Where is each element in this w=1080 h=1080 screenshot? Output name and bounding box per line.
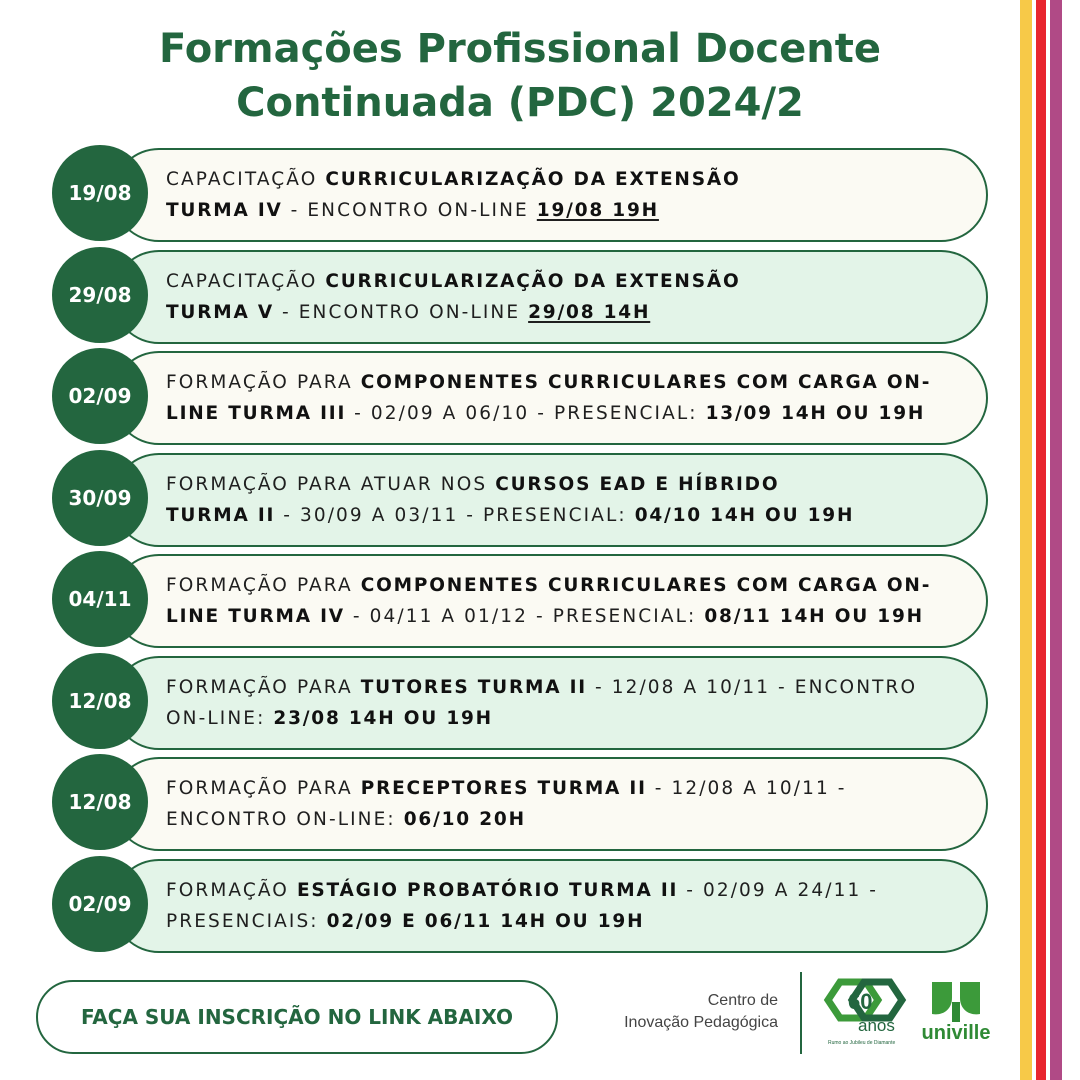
item-text: FORMAÇÃO PARA	[166, 372, 361, 393]
item-line	[166, 601, 931, 632]
list-item	[52, 656, 992, 752]
cip-label	[596, 990, 778, 1034]
item-text: CAPACITAÇÃO	[166, 169, 326, 190]
item-description	[166, 266, 740, 328]
item-text-bold: TURMA V	[166, 302, 274, 323]
logo60-subtitle: Rumo ao Jubileu de Diamante	[828, 1040, 896, 1046]
item-text-bold: COMPONENTES CURRICULARES COM CARGA ON-	[360, 575, 932, 596]
item-description	[166, 164, 740, 226]
item-text: FORMAÇÃO PARA	[166, 677, 361, 698]
item-datetime-underlined	[537, 200, 659, 221]
title-line-1: Formações Profissional Docente	[159, 26, 881, 72]
item-text: ON-LINE:	[166, 708, 274, 729]
item-line	[166, 164, 740, 195]
item-text: - 02/09 A 06/10 - PRESENCIAL:	[346, 403, 706, 424]
item-datetime-underlined	[528, 302, 650, 323]
item-description	[166, 367, 931, 429]
logo60-anos-text: anos	[858, 1016, 895, 1035]
item-text: - 02/09 A 24/11 -	[678, 880, 879, 901]
item-line	[166, 500, 854, 531]
item-card	[112, 656, 988, 750]
item-line	[166, 672, 917, 703]
item-text-bold: COMPONENTES CURRICULARES COM CARGA ON-	[360, 372, 932, 393]
item-card	[112, 757, 988, 851]
item-text-bold: ESTÁGIO PROBATÓRIO TURMA II	[296, 880, 679, 901]
item-line	[166, 773, 847, 804]
red-stripe	[1036, 0, 1046, 1080]
item-text: - ENCONTRO ON-LINE	[273, 302, 529, 323]
item-line	[166, 297, 740, 328]
univille-leaf-icon	[930, 978, 982, 1024]
item-card	[112, 351, 988, 445]
item-text-bold: 04/10 14H OU 19H	[634, 505, 855, 526]
item-text-bold: 06/10 20H	[403, 809, 526, 830]
item-text-bold: 29/08 14H	[528, 302, 651, 323]
item-line	[166, 469, 854, 500]
date-badge: 30/09	[52, 450, 148, 546]
footer-divider	[800, 972, 802, 1054]
date-badge: 12/08	[52, 754, 148, 850]
list-item	[52, 757, 992, 853]
item-text: FORMAÇÃO PARA ATUAR NOS	[166, 474, 496, 495]
item-description	[166, 672, 917, 734]
item-description	[166, 875, 878, 937]
item-line	[166, 266, 740, 297]
item-text: FORMAÇÃO PARA	[166, 778, 361, 799]
list-item	[52, 351, 992, 447]
item-text: - 12/08 A 10/11 - ENCONTRO	[586, 677, 918, 698]
item-card	[112, 453, 988, 547]
item-text: PRESENCIAIS:	[166, 911, 327, 932]
date-badge: 02/09	[52, 856, 148, 952]
list-item	[52, 250, 992, 346]
univille-logo-text: univille	[921, 1022, 991, 1044]
item-line	[166, 875, 878, 906]
item-text-bold: 02/09 E 06/11 14H OU 19H	[326, 911, 645, 932]
date-badge: 12/08	[52, 653, 148, 749]
list-item	[52, 148, 992, 244]
item-card	[112, 250, 988, 344]
cip-line-2: Inovação Pedagógica	[624, 1014, 778, 1031]
purple-stripe	[1050, 0, 1062, 1080]
item-line	[166, 195, 740, 226]
item-line	[166, 906, 878, 937]
date-badge: 02/09	[52, 348, 148, 444]
item-text: CAPACITAÇÃO	[166, 271, 326, 292]
item-text: FORMAÇÃO PARA	[166, 575, 361, 596]
list-item	[52, 453, 992, 549]
item-line	[166, 367, 931, 398]
date-badge: 19/08	[52, 145, 148, 241]
date-badge: 29/08	[52, 247, 148, 343]
list-item	[52, 554, 992, 650]
item-text-bold: TURMA IV	[166, 200, 283, 221]
item-line	[166, 398, 931, 429]
cip-line-1: Centro de	[707, 992, 778, 1009]
item-text-bold: LINE TURMA III	[166, 403, 347, 424]
item-text-bold: TURMA II	[166, 505, 276, 526]
item-line	[166, 703, 917, 734]
item-text: - ENCONTRO ON-LINE	[282, 200, 537, 221]
item-text: ENCONTRO ON-LINE:	[166, 809, 404, 830]
item-description	[166, 570, 931, 632]
item-text-bold: CURRICULARIZAÇÃO DA EXTENSÃO	[325, 271, 741, 292]
yellow-stripe	[1020, 0, 1032, 1080]
date-badge: 04/11	[52, 551, 148, 647]
item-description	[166, 773, 847, 835]
item-text: FORMAÇÃO	[166, 880, 297, 901]
signup-cta-button[interactable]: FAÇA SUA INSCRIÇÃO NO LINK ABAIXO	[36, 980, 558, 1054]
item-line	[166, 804, 847, 835]
item-text-bold: TUTORES TURMA II	[360, 677, 587, 698]
item-line	[166, 570, 931, 601]
decorative-stripes	[1020, 0, 1080, 1080]
item-card	[112, 554, 988, 648]
item-text: - 12/08 A 10/11 -	[646, 778, 847, 799]
item-text-bold: 13/09 14H OU 19H	[705, 403, 926, 424]
item-text-bold: CURRICULARIZAÇÃO DA EXTENSÃO	[325, 169, 741, 190]
page-title	[60, 22, 980, 130]
item-text-bold: 23/08 14H OU 19H	[273, 708, 493, 729]
item-text-bold: LINE TURMA IV	[166, 606, 345, 627]
title-line-2: Continuada (PDC) 2024/2	[236, 80, 804, 126]
item-card	[112, 148, 988, 242]
list-item	[52, 859, 992, 955]
item-card	[112, 859, 988, 953]
item-text-bold: 08/11 14H OU 19H	[704, 606, 924, 627]
item-text: - 04/11 A 01/12 - PRESENCIAL:	[344, 606, 705, 627]
logo60-number: 60	[848, 989, 873, 1014]
item-text-bold: CURSOS EAD E HÍBRIDO	[495, 474, 780, 495]
item-description	[166, 469, 854, 531]
item-text-bold: 19/08 19H	[536, 200, 659, 221]
item-text: - 30/09 A 03/11 - PRESENCIAL:	[275, 505, 635, 526]
item-text-bold: PRECEPTORES TURMA II	[360, 778, 647, 799]
